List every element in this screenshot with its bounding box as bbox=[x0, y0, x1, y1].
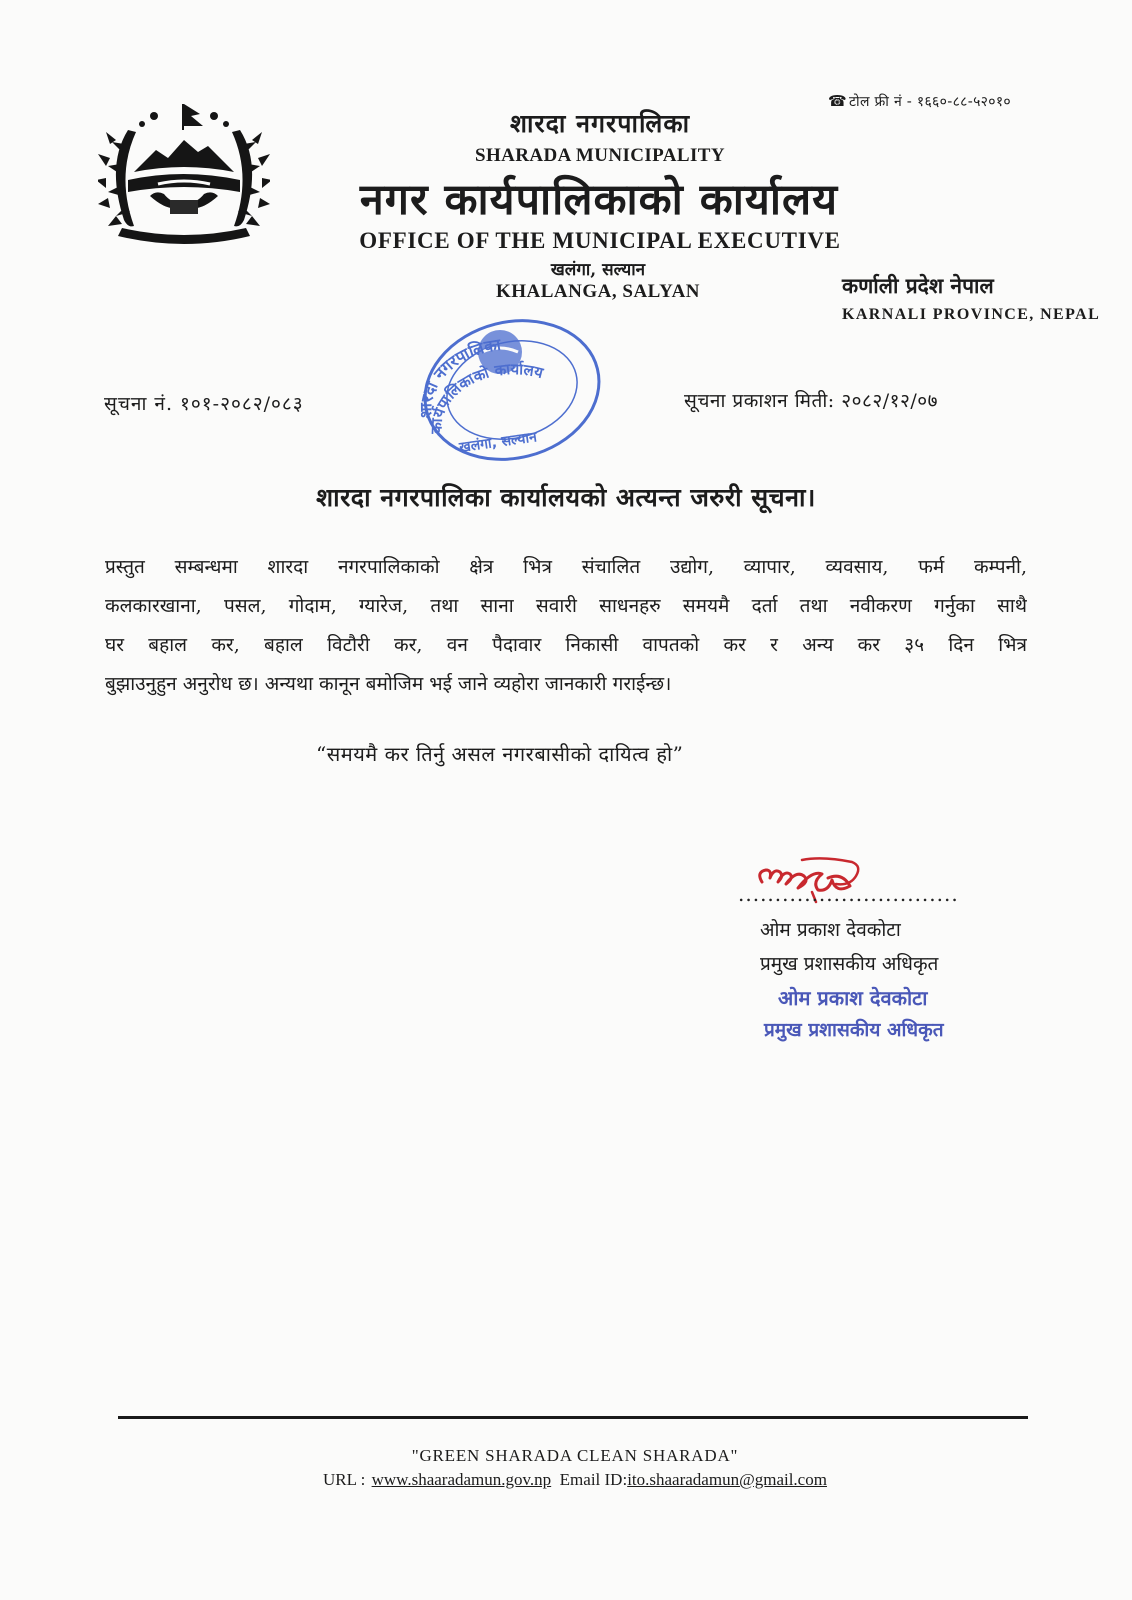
office-name-nepali: नगर कार्यपालिकाको कार्यालय bbox=[359, 175, 839, 225]
province-english: KARNALI PROVINCE, NEPAL bbox=[842, 306, 1101, 323]
signatory-designation: प्रमुख प्रशासकीय अधिकृत bbox=[760, 953, 939, 975]
toll-free-text: टोल फ्री नं - १६६०-८८-५२०१० bbox=[848, 94, 1011, 110]
footer-contact bbox=[0, 1470, 1132, 1490]
email-link[interactable]: ito.shaaradamun@gmail.com bbox=[627, 1470, 827, 1489]
publication-date: सूचना प्रकाशन मिती: २०८२/१२/०७ bbox=[684, 390, 939, 412]
footer-slogan: "GREEN SHARADA CLEAN SHARADA" bbox=[411, 1446, 739, 1465]
signature-line: .............................. bbox=[738, 882, 959, 906]
notice-number: सूचना नं. १०१-२०८२/०८३ bbox=[104, 393, 304, 415]
municipality-name-nepali: शारदा नगरपालिका bbox=[509, 109, 691, 138]
body-line: बुझाउनुहुन अनुरोध छ। अन्यथा कानून बमोजिम भई जाने व्यहोरा जानकारी गराईन्छ। bbox=[105, 673, 672, 695]
body-line: प्रस्तुत सम्बन्धमा शारदा नगरपालिकाको क्षेत्र भित्र संचालित उद्योग, व्यापार, व्यवसाय, फर्म कम्पनी, bbox=[105, 556, 1027, 578]
body-line: कलकारखाना, पसल, गोदाम, ग्यारेज, तथा साना सवारी साधनहरु समयमै दर्ता तथा नवीकरण गर्नुका साथै bbox=[105, 595, 1027, 617]
municipality-name-english: SHARADA MUNICIPALITY bbox=[475, 145, 725, 166]
footer-divider bbox=[118, 1416, 1028, 1419]
address-nepali: खलंगा, सल्यान bbox=[550, 260, 646, 280]
telephone-icon: ☎ bbox=[828, 92, 847, 110]
tax-slogan: “समयमै कर तिर्नु असल नगरबासीको दायित्व हो” bbox=[316, 742, 684, 766]
office-stamp bbox=[402, 306, 614, 462]
stamp-line-2: कार्यपालिकाको कार्यालय bbox=[427, 360, 546, 435]
body-line: घर बहाल कर, बहाल विटौरी कर, वन पैदावार निकासी वापतको कर र अन्य कर ३५ दिन भित्र bbox=[105, 634, 1027, 656]
province-nepali: कर्णाली प्रदेश नेपाल bbox=[842, 273, 994, 298]
signatory-name: ओम प्रकाश देवकोटा bbox=[760, 919, 901, 941]
address-english: KHALANGA, SALYAN bbox=[495, 281, 701, 302]
website-link[interactable]: www.shaaradamun.gov.np bbox=[371, 1470, 552, 1489]
stamp-line-1: शारदा नगरपालिका bbox=[416, 334, 502, 419]
notice-title: शारदा नगरपालिका कार्यालयको अत्यन्त जरुरी सूचना। bbox=[316, 483, 816, 512]
name-stamp: ओम प्रकाश देवकोटा bbox=[778, 986, 928, 1010]
notice-body bbox=[105, 548, 1027, 704]
designation-stamp: प्रमुख प्रशासकीय अधिकृत bbox=[764, 1019, 944, 1041]
office-name-english: OFFICE OF THE MUNICIPAL EXECUTIVE bbox=[359, 228, 841, 253]
email-label: Email ID: bbox=[559, 1470, 628, 1489]
url-label: URL : bbox=[323, 1470, 366, 1489]
stamp-line-3: खलंगा, सल्यान bbox=[458, 429, 538, 456]
